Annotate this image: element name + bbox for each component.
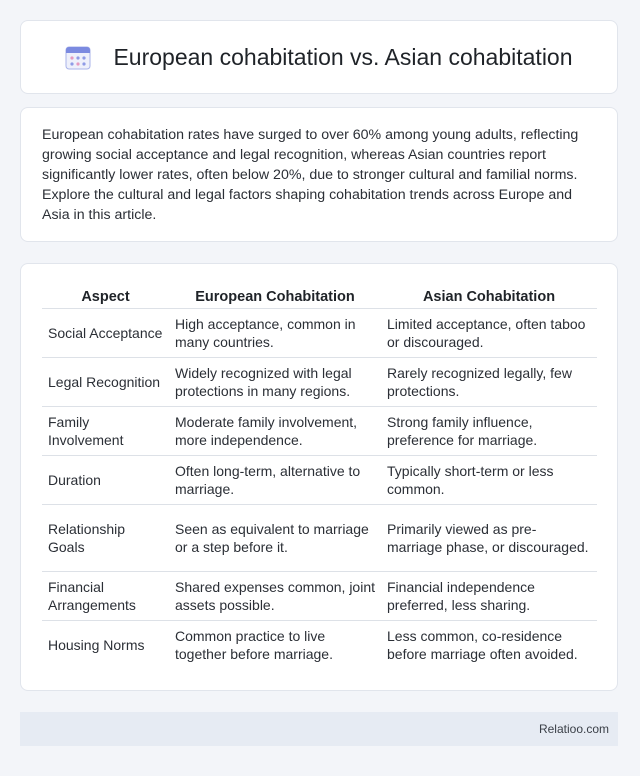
table-row xyxy=(42,358,597,407)
footer-brand-link[interactable]: Relatioo.com xyxy=(538,722,609,736)
aspect-cell: Duration xyxy=(42,456,169,505)
table-row xyxy=(42,505,597,572)
asian-cell: Primarily viewed as pre-marriage phase, or discouraged. xyxy=(381,505,597,572)
column-header-asian: Asian Cohabitation xyxy=(381,286,597,309)
column-header-aspect: Aspect xyxy=(42,286,169,309)
asian-cell: Typically short-term or less common. xyxy=(381,456,597,505)
aspect-cell: Housing Norms xyxy=(48,637,145,653)
european-cell: Common practice to live together before marriage. xyxy=(175,628,333,662)
aspect-cell: Family Involvement xyxy=(42,407,169,456)
european-cell: Often long-term, alternative to marriage. xyxy=(169,456,381,505)
european-cell: Shared expenses common, joint assets possible. xyxy=(169,572,381,621)
asian-cell: Financial independence preferred, less sharing. xyxy=(381,572,597,621)
asian-cell: Strong family influence, preference for marriage. xyxy=(381,407,597,456)
table-row xyxy=(42,456,597,505)
european-cell: Widely recognized with legal protections in many regions. xyxy=(169,358,381,407)
table-row xyxy=(42,572,597,621)
page-title: European cohabitation vs. Asian cohabitation xyxy=(113,43,573,70)
aspect-cell: Financial Arrangements xyxy=(42,572,169,621)
aspect-cell: Relationship Goals xyxy=(42,505,169,572)
comparison-table xyxy=(42,286,597,669)
aspect-cell: Legal Recognition xyxy=(42,358,169,407)
asian-cell: Less common, co-residence before marriage often avoided. xyxy=(387,628,578,662)
european-cell: Moderate family involvement, more independence. xyxy=(169,407,381,456)
comparison-card xyxy=(20,263,618,691)
european-cell: Seen as equivalent to marriage or a step before it. xyxy=(169,505,381,572)
table-row xyxy=(42,621,597,670)
asian-cell: Rarely recognized legally, few protections. xyxy=(381,358,597,407)
calendar-icon xyxy=(65,44,91,70)
asian-cell: Limited acceptance, often taboo or discouraged. xyxy=(381,309,597,358)
title-card xyxy=(20,20,618,94)
intro-card xyxy=(20,107,618,242)
aspect-cell: Social Acceptance xyxy=(42,309,169,358)
table-row xyxy=(42,309,597,358)
footer xyxy=(20,712,618,746)
table-header-row xyxy=(42,286,597,309)
column-header-european: European Cohabitation xyxy=(169,286,381,309)
european-cell: High acceptance, common in many countries. xyxy=(169,309,381,358)
intro-text: European cohabitation rates have surged to over 60% among young adults, reflecting growing social acceptance and legal recognition, whereas Asian countries report significantly lower rates, often below 20%, due to stronger cultural and familial norms. Explore the cultural and legal factors shaping cohabitation trends across Europe and Asia in this article. xyxy=(42,127,579,223)
table-row xyxy=(42,407,597,456)
